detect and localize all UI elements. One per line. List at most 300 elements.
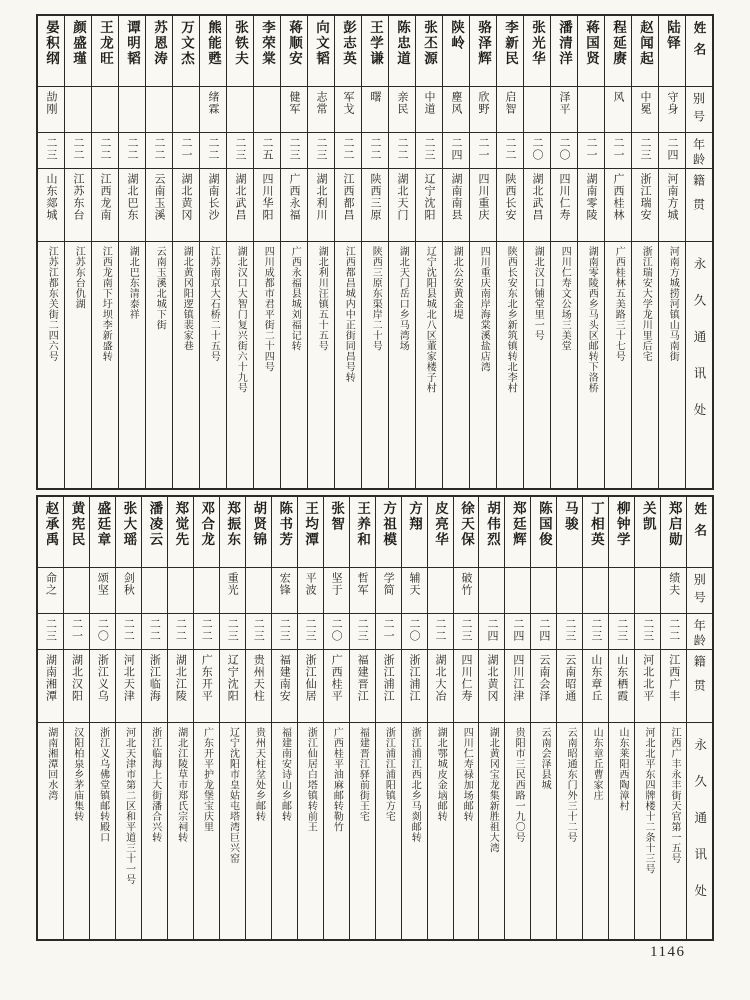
person-column [454, 497, 480, 939]
name-cell [389, 16, 415, 87]
name-cell [92, 16, 118, 87]
person-alias: 学简 [382, 572, 395, 596]
header-origin-cell [686, 169, 712, 242]
address-cell [38, 242, 64, 488]
origin-cell [350, 650, 375, 723]
address-cell [119, 242, 145, 488]
person-origin: 四川仁寿 [459, 654, 472, 702]
name-cell [168, 497, 193, 568]
origin-cell [661, 650, 686, 723]
address-cell [116, 723, 141, 939]
address-cell [578, 242, 604, 488]
person-origin: 湖南湘潭 [44, 654, 57, 702]
column-header-name: 姓名 [692, 21, 706, 64]
person-alias: 辅天 [408, 572, 421, 596]
person-age: 二三 [288, 137, 300, 161]
person-origin: 湖南南县 [450, 173, 462, 221]
person-column [609, 497, 635, 939]
age-cell [470, 133, 496, 169]
name-cell [254, 16, 280, 87]
page-number: 1146 [650, 944, 686, 960]
age-cell [376, 614, 401, 650]
person-origin: 湖北利川 [315, 173, 327, 221]
address-cell [443, 242, 469, 488]
person-name: 李荣棠 [260, 20, 275, 67]
address-cell [551, 242, 577, 488]
person-name: 丁相英 [588, 501, 604, 548]
name-cell [298, 497, 323, 568]
person-address: 湖北汉口大智门复兴街六十九号 [235, 246, 247, 393]
person-alias: 劼刚 [45, 91, 57, 115]
person-origin: 浙江临海 [148, 654, 161, 702]
address-cell [254, 242, 280, 488]
address-cell [583, 723, 608, 939]
age-cell [362, 133, 388, 169]
age-cell [38, 133, 64, 169]
name-cell [200, 16, 226, 87]
person-address: 浙江仙居白塔镇转前王 [305, 727, 317, 832]
person-name: 张光华 [530, 20, 545, 67]
alias-cell [470, 87, 496, 133]
person-origin: 浙江浦江 [408, 654, 421, 702]
person-age: 二四 [537, 618, 550, 642]
person-name: 郑觉先 [173, 501, 189, 548]
header-column [686, 16, 712, 488]
person-name: 谭明韬 [125, 20, 140, 67]
person-name: 郑廷辉 [510, 501, 526, 548]
origin-cell [173, 169, 199, 242]
column-header-alias: 别号 [692, 573, 707, 609]
person-address: 福建晋江驿前街王宅 [357, 727, 369, 822]
person-column [531, 497, 557, 939]
person-address: 辽宁沈阳市皇姑屯塔湾巨兴窑 [227, 727, 239, 864]
name-cell [524, 16, 550, 87]
person-address: 山东章丘曹家庄 [591, 727, 603, 801]
person-alias: 志常 [315, 91, 327, 115]
origin-cell [376, 650, 401, 723]
alias-cell [479, 568, 504, 614]
person-origin: 云南昭通 [563, 654, 576, 702]
person-age: 二三 [44, 618, 57, 642]
person-address: 湖北公安黄金堤 [451, 246, 463, 320]
person-origin: 河南方城 [666, 173, 678, 221]
header-address-cell [687, 723, 712, 939]
alias-cell [635, 568, 660, 614]
age-cell [402, 614, 427, 650]
alias-cell [38, 568, 63, 614]
age-cell [632, 133, 658, 169]
person-origin: 湖北黄冈 [180, 173, 192, 221]
person-origin: 辽宁沈阳 [226, 654, 239, 702]
person-age: 二三 [563, 618, 576, 642]
alias-cell [116, 568, 141, 614]
alias-cell [557, 568, 582, 614]
origin-cell [470, 169, 496, 242]
name-cell [38, 16, 64, 87]
person-alias: 重光 [226, 572, 239, 596]
person-column [142, 497, 168, 939]
person-name: 彭志英 [341, 20, 356, 67]
person-origin: 四川江津 [511, 654, 524, 702]
name-cell [362, 16, 388, 87]
person-name: 熊能甦 [206, 20, 221, 67]
person-age: 二四 [666, 137, 678, 161]
alias-cell [335, 87, 361, 133]
alias-cell [272, 568, 297, 614]
person-age: 二二 [207, 137, 219, 161]
person-column [173, 16, 200, 488]
person-column [362, 16, 389, 488]
age-cell [90, 614, 115, 650]
person-column [64, 497, 90, 939]
person-column [632, 16, 659, 488]
person-age: 二二 [434, 618, 447, 642]
column-header-age: 年龄 [691, 138, 706, 168]
person-origin: 浙江瑞安 [639, 173, 651, 221]
person-address: 广西桂平油麻邮转勒竹 [331, 727, 343, 832]
person-address: 浙江浦江浦阳镇方宅 [383, 727, 395, 822]
age-cell [635, 614, 660, 650]
column-header-address: 永久通讯处 [692, 257, 706, 440]
alias-cell [142, 568, 167, 614]
origin-cell [609, 650, 634, 723]
person-name: 皮亮华 [433, 501, 449, 548]
address-cell [298, 723, 323, 939]
name-cell [443, 16, 469, 87]
origin-cell [90, 650, 115, 723]
person-column [551, 16, 578, 488]
person-age: 二四 [511, 618, 524, 642]
header-age-cell [686, 133, 712, 169]
origin-cell [227, 169, 253, 242]
alias-cell [194, 568, 219, 614]
address-cell [416, 242, 442, 488]
person-age: 二〇 [96, 618, 109, 642]
age-cell [220, 614, 245, 650]
origin-cell [116, 650, 141, 723]
person-address: 湖北汉口铺堂里一号 [532, 246, 544, 341]
alias-cell [583, 568, 608, 614]
age-cell [116, 614, 141, 650]
person-origin: 广西桂林 [612, 173, 624, 221]
age-cell [38, 614, 63, 650]
alias-cell [443, 87, 469, 133]
alias-cell [38, 87, 64, 133]
name-cell [605, 16, 631, 87]
age-cell [246, 614, 271, 650]
origin-cell [531, 650, 556, 723]
column-header-alias: 别号 [691, 92, 706, 128]
person-alias: 风 [612, 91, 624, 103]
person-name: 王养和 [355, 501, 371, 548]
column-header-age: 年龄 [692, 619, 707, 649]
person-alias: 坚于 [330, 572, 343, 596]
age-cell [454, 614, 479, 650]
person-column [200, 16, 227, 488]
person-age: 二四 [485, 618, 498, 642]
person-age: 二三 [639, 137, 651, 161]
person-alias: 泽平 [558, 91, 570, 115]
person-age: 二三 [278, 618, 291, 642]
person-alias: 绩夫 [667, 572, 680, 596]
person-origin: 江西龙南 [99, 173, 111, 221]
person-column [389, 16, 416, 488]
alias-cell [505, 568, 530, 614]
person-origin: 湖北武昌 [531, 173, 543, 221]
origin-cell [65, 169, 91, 242]
person-alias: 守身 [666, 91, 678, 115]
name-cell [659, 16, 685, 87]
person-address: 四川仁寿禄加场邮转 [461, 727, 473, 822]
name-cell [281, 16, 307, 87]
address-cell [497, 242, 523, 488]
age-cell [497, 133, 523, 169]
person-column [272, 497, 298, 939]
person-origin: 湖北汉阳 [70, 654, 83, 702]
name-cell [635, 497, 660, 568]
header-age-cell [687, 614, 712, 650]
column-header-address: 永久通讯处 [692, 738, 707, 921]
origin-cell [402, 650, 427, 723]
address-cell [200, 242, 226, 488]
person-name: 邓合龙 [199, 501, 215, 548]
person-address: 湖南零陵西乡马头区邮转下洛桥 [586, 246, 598, 393]
person-origin: 浙江仙居 [304, 654, 317, 702]
person-column [281, 16, 308, 488]
origin-cell [497, 169, 523, 242]
alias-cell [64, 568, 89, 614]
person-origin: 云南玉溪 [153, 173, 165, 221]
age-cell [119, 133, 145, 169]
age-cell [524, 133, 550, 169]
person-origin: 四川重庆 [477, 173, 489, 221]
alias-cell [168, 568, 193, 614]
person-origin: 山东章丘 [589, 654, 602, 702]
person-name: 潘凌云 [147, 501, 163, 548]
name-cell [470, 16, 496, 87]
origin-cell [324, 650, 349, 723]
person-name: 万文杰 [179, 20, 194, 67]
address-cell [308, 242, 334, 488]
name-cell [173, 16, 199, 87]
person-name: 苏恩涛 [152, 20, 167, 67]
person-origin: 湖北大冶 [434, 654, 447, 702]
person-address: 四川成都市君平街二十四号 [262, 246, 274, 372]
person-name: 陈国俊 [536, 501, 552, 548]
header-origin-cell [687, 650, 712, 723]
person-origin: 山东栖霞 [615, 654, 628, 702]
person-address: 浙江义乌佛堂镇邮转殿口 [97, 727, 109, 843]
person-column [298, 497, 324, 939]
person-address: 河北天津市第二区和平道三十一号 [123, 727, 135, 885]
origin-cell [524, 169, 550, 242]
origin-cell [246, 650, 271, 723]
person-age: 二三 [226, 618, 239, 642]
age-cell [65, 133, 91, 169]
name-cell [220, 497, 245, 568]
person-name: 马骏 [562, 501, 578, 532]
person-age: 二三 [641, 618, 654, 642]
address-cell [350, 723, 375, 939]
alias-cell [659, 87, 685, 133]
person-name: 潘清洋 [557, 20, 572, 67]
person-age: 二二 [72, 137, 84, 161]
person-column [524, 16, 551, 488]
address-cell [454, 723, 479, 939]
person-column [308, 16, 335, 488]
person-column [416, 16, 443, 488]
name-cell [376, 497, 401, 568]
person-address: 福建南安诗山乡邮转 [279, 727, 291, 822]
person-column [220, 497, 246, 939]
person-origin: 湖北天门 [396, 173, 408, 221]
name-cell [454, 497, 479, 568]
person-column [38, 16, 65, 488]
person-origin: 陕西长安 [504, 173, 516, 221]
name-cell [308, 16, 334, 87]
person-column [116, 497, 142, 939]
origin-cell [200, 169, 226, 242]
alias-cell [389, 87, 415, 133]
age-cell [661, 614, 686, 650]
alias-cell [609, 568, 634, 614]
person-alias: 破竹 [459, 572, 472, 596]
name-cell [609, 497, 634, 568]
address-cell [362, 242, 388, 488]
name-cell [119, 16, 145, 87]
person-address: 湖北利川汪镇五十五号 [316, 246, 328, 351]
age-cell [335, 133, 361, 169]
age-cell [92, 133, 118, 169]
origin-cell [146, 169, 172, 242]
name-cell [38, 497, 63, 568]
address-cell [389, 242, 415, 488]
name-cell [402, 497, 427, 568]
alias-cell [454, 568, 479, 614]
age-cell [146, 133, 172, 169]
name-cell [324, 497, 349, 568]
person-age: 二三 [252, 618, 265, 642]
directory-table-bottom [36, 495, 714, 941]
person-age: 二二 [126, 137, 138, 161]
name-cell [428, 497, 453, 568]
person-column [661, 497, 687, 939]
origin-cell [443, 169, 469, 242]
person-origin: 云南会泽 [537, 654, 550, 702]
person-column [254, 16, 281, 488]
origin-cell [659, 169, 685, 242]
person-alias: 命之 [44, 572, 57, 596]
person-name: 颜盛瑾 [71, 20, 86, 67]
address-cell [194, 723, 219, 939]
age-cell [531, 614, 556, 650]
address-cell [524, 242, 550, 488]
person-origin: 浙江浦江 [382, 654, 395, 702]
name-cell [531, 497, 556, 568]
person-column [443, 16, 470, 488]
person-address: 四川重庆南岸海棠溪盐店湾 [478, 246, 490, 372]
person-column [227, 16, 254, 488]
origin-cell [454, 650, 479, 723]
person-address: 浙江瑞安大学龙川里后宅 [640, 246, 652, 362]
age-cell [200, 133, 226, 169]
alias-cell [246, 568, 271, 614]
person-name: 郑振东 [225, 501, 241, 548]
person-origin: 湖北江陵 [174, 654, 187, 702]
origin-cell [142, 650, 167, 723]
person-name: 李新民 [503, 20, 518, 67]
alias-cell [308, 87, 334, 133]
person-age: 二三 [459, 618, 472, 642]
person-origin: 河北北平 [641, 654, 654, 702]
person-column [65, 16, 92, 488]
age-cell [350, 614, 375, 650]
header-address-cell [686, 242, 712, 488]
name-cell [578, 16, 604, 87]
age-cell [605, 133, 631, 169]
origin-cell [428, 650, 453, 723]
person-name: 关凯 [640, 501, 656, 532]
origin-cell [551, 169, 577, 242]
alias-cell [605, 87, 631, 133]
alias-cell [146, 87, 172, 133]
person-column [578, 16, 605, 488]
person-address: 江西都昌城内中正街同昌号转 [343, 246, 355, 383]
age-cell [428, 614, 453, 650]
age-cell [281, 133, 307, 169]
person-origin: 四川仁寿 [558, 173, 570, 221]
person-name: 蒋国贤 [584, 20, 599, 67]
address-cell [659, 242, 685, 488]
name-cell [557, 497, 582, 568]
person-age: 二二 [504, 137, 516, 161]
origin-cell [605, 169, 631, 242]
name-cell [632, 16, 658, 87]
address-cell [428, 723, 453, 939]
person-age: 二三 [615, 618, 628, 642]
header-name-cell [687, 497, 712, 568]
person-address: 江苏东台仇湖 [73, 246, 85, 309]
address-cell [635, 723, 660, 939]
person-column [402, 497, 428, 939]
person-name: 郑启勋 [666, 501, 682, 548]
header-alias-cell [687, 568, 712, 614]
person-alias: 中冕 [639, 91, 651, 115]
address-cell [220, 723, 245, 939]
person-address: 辽宁沈阳县城北八区董家楼子村 [424, 246, 436, 393]
alias-cell [416, 87, 442, 133]
person-age: 二三 [45, 137, 57, 161]
person-column [635, 497, 661, 939]
person-age: 二二 [200, 618, 213, 642]
person-alias: 军戈 [342, 91, 354, 115]
person-column [557, 497, 583, 939]
name-cell [227, 16, 253, 87]
person-address: 贵州天柱坌处乡邮转 [253, 727, 265, 822]
origin-cell [362, 169, 388, 242]
alias-cell [227, 87, 253, 133]
address-cell [146, 242, 172, 488]
person-origin: 陕西三原 [369, 173, 381, 221]
person-address: 江西龙南下圩坝李新盛转 [100, 246, 112, 362]
age-cell [609, 614, 634, 650]
origin-cell [505, 650, 530, 723]
age-cell [416, 133, 442, 169]
person-address: 山东莱阳西陶漳村 [617, 727, 629, 811]
person-alias: 绪霖 [207, 91, 219, 115]
person-name: 张智 [329, 501, 345, 532]
origin-cell [272, 650, 297, 723]
